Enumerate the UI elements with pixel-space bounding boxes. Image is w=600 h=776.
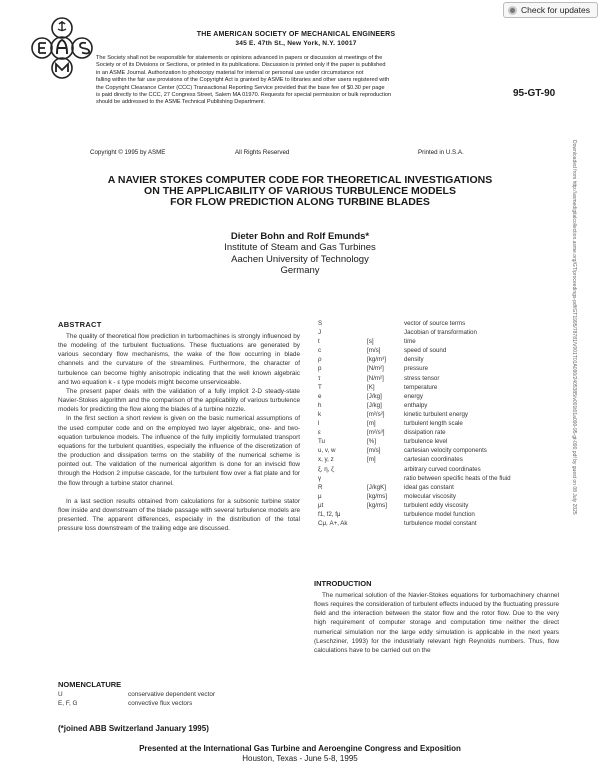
symbol-symbol: ξ, η, ζ — [318, 465, 334, 473]
title-line: A NAVIER STOKES COMPUTER CODE FOR THEORETICAL INVESTIGATIONS — [107, 174, 493, 186]
symbol-row — [314, 338, 559, 347]
symbol-unit: [kg/ms] — [367, 492, 387, 500]
update-icon — [508, 6, 517, 15]
symbol-symbol: c — [318, 347, 322, 355]
symbol-symbol: μ — [318, 492, 322, 500]
nomenclature-row — [58, 691, 298, 700]
symbol-description: speed of sound — [404, 347, 447, 355]
copyright-text: Copyright © 1995 by ASME — [90, 149, 166, 156]
symbol-row — [314, 484, 559, 493]
printed-text: Printed in U.S.A. — [418, 149, 464, 156]
symbol-row — [314, 429, 559, 438]
symbol-unit: [m²/s²] — [367, 410, 385, 418]
symbol-row — [314, 511, 559, 520]
title-line: ON THE APPLICABILITY OF VARIOUS TURBULENCE MODELS — [144, 185, 456, 197]
policy-notice — [96, 55, 501, 107]
symbol-symbol: T — [318, 383, 322, 391]
nomenclature-symbol: E, F, G — [58, 700, 78, 707]
abstract-paragraph: In a last section results obtained from calculations for a subsonic turbine stator flow inside and downstream of the blade passage with several turbulence models are presented. The apparent differences, especially in the distribution of the total pressure loss downstream of the trailing edge are discussed. — [58, 497, 300, 533]
abstract-body — [58, 332, 300, 533]
symbol-symbol: Cμ, A+, Ak — [318, 520, 348, 528]
symbol-symbol: τ — [318, 374, 321, 382]
symbol-description: cartesian velocity components — [404, 447, 487, 455]
symbol-row — [314, 447, 559, 456]
symbol-description: density — [404, 356, 424, 364]
symbol-symbol: Tu — [318, 438, 325, 446]
footer-line: Houston, Texas - June 5-8, 1995 — [242, 754, 358, 763]
symbol-row — [314, 502, 559, 511]
symbol-row — [314, 456, 559, 465]
policy-line: Society or of its Divisions or Sections, or printed in its publications. Discussion is printed only if the paper is published — [96, 62, 386, 69]
nomenclature-symbol: U — [58, 691, 63, 698]
symbol-row — [314, 320, 559, 329]
affiliation — [60, 242, 540, 277]
symbol-description: pressure — [404, 365, 429, 373]
symbol-row — [314, 475, 559, 484]
nomenclature-heading: NOMENCLATURE — [58, 680, 122, 689]
symbol-description: turbulence model constant — [404, 520, 477, 528]
nomenclature-desc: convective flux vectors — [128, 700, 193, 707]
download-note: Downloaded from http://asmedigitalcollection.asme.org/GT/proceedings-pdf/GT1995/78781/V001T01A090/2405385/v001t01a090-95-gt-090.pdf by guest on 08 July 2025 — [571, 140, 577, 515]
authors: Dieter Bohn and Rolf Emunds* — [230, 231, 370, 242]
policy-line: the Copyright Clearance Center (CCC) Transactional Reporting Service provided that the base fee of $0.30 per page — [96, 84, 385, 91]
symbol-description: turbulence level — [404, 438, 448, 446]
symbol-description: cartesian coordinates — [404, 456, 463, 464]
symbol-row — [314, 420, 559, 429]
paper-number: 95-GT-90 — [513, 88, 556, 99]
symbol-row — [314, 347, 559, 356]
author-footnote: (*joined ABB Switzerland January 1995) — [58, 724, 209, 733]
symbol-row — [314, 466, 559, 475]
symbol-unit: [J/kgK] — [367, 483, 386, 491]
symbol-symbol: t — [318, 338, 320, 346]
nomenclature-desc: conservative dependent vector — [128, 691, 216, 698]
asme-logo — [30, 16, 94, 80]
symbol-description: molecular viscosity — [404, 492, 456, 500]
symbol-row — [314, 493, 559, 502]
symbol-unit: [m/s] — [367, 447, 381, 455]
symbol-row — [314, 402, 559, 411]
affiliation-line: Aachen University of Technology — [231, 253, 369, 265]
symbol-description: temperature — [404, 383, 438, 391]
introduction-body: The numerical solution of the Navier-Stokes equations for turbomachinery channel flows requires the consideration of turbulent effects induced by the fluctuating pressure field and the interaction between the stator flow and the rotor flow. Due to the very high requirement of computer storage and computation time neither the direct numerical simulation nor the large eddy simulation is applicable in the next years (Leschziner, 1993) for the industrially relevant high Reynolds numbers. Thus, flow calculations have to be carried out on the — [314, 592, 560, 654]
check-for-updates-button[interactable] — [503, 2, 598, 18]
policy-line: is paid directly to the CCC, 27 Congress Street, Salem MA 01970. Requests for special permission or bulk reproduction — [96, 92, 392, 99]
abstract-heading: ABSTRACT — [58, 320, 102, 329]
abstract-paragraph: The quality of theoretical flow prediction in turbomachines is strongly influenced by the modeling of the turbulent fluctuations. These fluctuations are generated by various secondary flow mechanisms, the wake of the flow occurring in blade channels and the curvature of the streamlines. Furthermore, the character of turbulence can become highly anisotropic indicating that the well known algebraic and two equation k - ε type models might become unserviceable. — [58, 333, 300, 386]
symbol-symbol: J — [318, 329, 322, 337]
symbol-description: ideal gas constant — [404, 483, 454, 491]
symbol-symbol: γ — [318, 474, 322, 482]
symbol-description: Jacobian of transformation — [404, 329, 477, 337]
title-line: FOR FLOW PREDICTION ALONG TURBINE BLADES — [170, 196, 430, 208]
check-for-updates-label: Check for updates — [521, 5, 590, 15]
society-address: 345 E. 47th St., New York, N.Y. 10017 — [235, 40, 357, 47]
symbol-symbol: ρ — [318, 356, 322, 364]
symbol-unit: [%] — [367, 438, 376, 446]
abstract-paragraph: In the first section a short review is given on the basic numerical assumptions of the used computer code and on the employed two layer algebraic, one- and two-equation turbulence models. The influence of the fully implicitly formulated transport equations for the turbulent quantities, especially the influence of the discretization of the production and dissipation terms on the stability of the numerical scheme is pointed out. The validation of the numerical algorithm is done for an inviscid flow through the Hodson 2 impulse cascade, for the turbulent flow over a flat plate and for the flow through a turbine stator channel. — [58, 415, 300, 487]
symbol-description: turbulent length scale — [404, 420, 463, 428]
symbol-unit: [J/kg] — [367, 392, 382, 400]
symbol-row — [314, 329, 559, 338]
symbol-symbol: f1, f2, fμ — [318, 510, 341, 518]
policy-line: falling within the fair use provisions of the Copyright Act is granted by ASME to libraries and other users registered with — [96, 77, 390, 84]
policy-line: should be addressed to the ASME Technical Publishing Department. — [96, 99, 266, 106]
symbol-unit: [kg/m³] — [367, 356, 386, 364]
symbol-symbol: R — [318, 483, 323, 491]
affiliation-line: Germany — [280, 265, 320, 276]
abstract-paragraph: The present paper deals with the validation of a fully implicit 2-D steady-state Navier-Stokes algorithm and the comparison of the applicability of various turbulence models for predicting the flow along the blades of a turbine nozzle. — [58, 387, 300, 414]
symbol-unit: [K] — [367, 383, 375, 391]
symbol-symbol: u, v, w — [318, 447, 336, 455]
abstract-section — [58, 320, 300, 533]
symbol-description: ratio between specific heats of the fluid — [404, 474, 511, 482]
symbol-unit: [s] — [367, 338, 374, 346]
symbol-description: arbitrary curved coordinates — [404, 465, 481, 473]
symbol-unit: [m²/s³] — [367, 429, 385, 437]
introduction-heading: INTRODUCTION — [314, 579, 372, 588]
symbol-unit: [N/m²] — [367, 365, 384, 373]
symbol-description: dissipation rate — [404, 429, 446, 437]
symbol-description: enthalpy — [404, 401, 428, 409]
symbol-row — [314, 384, 559, 393]
footer-line: Presented at the International Gas Turbine and Aeroengine Congress and Exposition — [139, 744, 461, 753]
symbol-row — [314, 411, 559, 420]
symbol-row — [314, 375, 559, 384]
symbol-table — [314, 320, 559, 529]
symbol-symbol: ε — [318, 429, 321, 437]
rights-text: All Rights Reserved — [235, 149, 290, 156]
policy-line: in an ASME Journal. Authorization to photocopy material for internal or personal use under circumstance not — [96, 69, 364, 76]
symbol-unit: [m] — [367, 456, 376, 464]
symbol-symbol: k — [318, 410, 322, 418]
symbol-row — [314, 356, 559, 365]
symbol-unit: [m] — [367, 420, 376, 428]
symbol-symbol: e — [318, 392, 322, 400]
symbol-symbol: x, y, z — [318, 456, 334, 464]
affiliation-line: Institute of Steam and Gas Turbines — [224, 242, 376, 253]
symbol-description: kinetic turbulent energy — [404, 410, 468, 418]
paper-title — [60, 175, 540, 208]
symbol-symbol: h — [318, 401, 322, 409]
symbol-unit: [J/kg] — [367, 401, 382, 409]
society-name: THE AMERICAN SOCIETY OF MECHANICAL ENGINEERS — [196, 31, 396, 38]
policy-line: The Society shall not be responsible for statements or opinions advanced in papers or discussion at meetings of the — [96, 55, 383, 61]
symbol-symbol: μt — [318, 501, 324, 509]
symbol-row — [314, 438, 559, 447]
symbol-row — [314, 520, 559, 529]
symbol-description: turbulence model function — [404, 510, 475, 518]
symbol-description: stress tensor — [404, 374, 440, 382]
symbol-unit: [N/m²] — [367, 374, 384, 382]
conference-footer — [60, 744, 540, 764]
symbol-description: energy — [404, 392, 423, 400]
nomenclature-row — [58, 700, 298, 709]
symbol-symbol: S — [318, 320, 323, 327]
symbol-description: time — [404, 338, 416, 346]
symbol-symbol: p — [318, 365, 322, 373]
symbol-unit: [m/s] — [367, 347, 381, 355]
symbol-row — [314, 393, 559, 402]
symbol-row — [314, 365, 559, 374]
symbol-unit: [kg/ms] — [367, 501, 387, 509]
symbol-description: vector of source terms — [404, 320, 466, 327]
symbol-symbol: l — [318, 420, 320, 428]
nomenclature-list — [58, 691, 298, 709]
symbol-description: turbulent eddy viscosity — [404, 501, 469, 509]
